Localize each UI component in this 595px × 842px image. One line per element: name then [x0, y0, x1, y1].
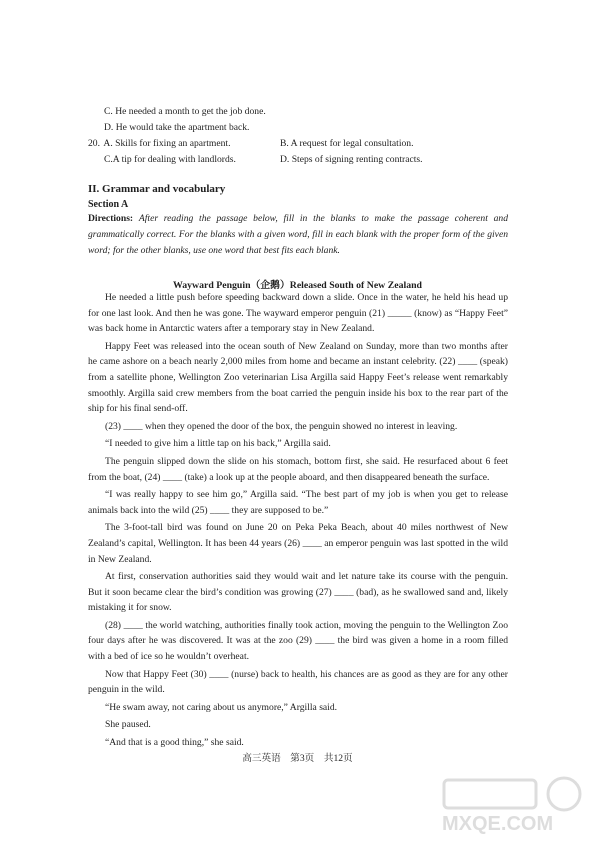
- option-19c: C. He needed a month to get the job done.: [104, 106, 266, 117]
- paragraph: “He swam away, not caring about us anymore,” Argilla said.: [105, 701, 338, 713]
- page-footer: 高三英语 第3页 共12页: [242, 753, 353, 764]
- svg-text:MXQE.COM: MXQE.COM: [442, 813, 554, 834]
- paragraph: (28) ____ the world watching, authorities finally took action, moving the penguin to the Wellington Zoo four days after he was discovered. It was at the zoo (29) ____ the bird was given a home in a room filled with a bed of ice so he wouldn’t overheat.: [88, 619, 508, 663]
- paragraph: Now that Happy Feet (30) ____ (nurse) back to health, his chances are as good as they are for any other penguin in the wild.: [88, 668, 508, 696]
- question-20-row1: [88, 138, 508, 150]
- paragraph: The penguin slipped down the slide on his stomach, bottom first, she said. He resurfaced about 6 feet from the boat, (24) ____ (take) a look up at the people aboard, and then disappeared beneath the surface.: [88, 455, 508, 483]
- paragraph: “And that is a good thing,” she said.: [105, 737, 244, 749]
- paragraph: She paused.: [105, 719, 151, 731]
- passage-body: [88, 290, 508, 753]
- paragraph: (23) ____ when they opened the door of the box, the penguin showed no interest in leaving.: [105, 420, 458, 432]
- directions-label: Directions:: [88, 213, 134, 224]
- passage-title: Wayward Penguin（企鹅）Released South of New Zealand: [172, 280, 423, 291]
- paragraph: He needed a little push before speeding backward down a slide. Once in the water, he held his head up for one last look. And then he was gone. The wayward emperor penguin (21) _____ (know) as “Happy Feet” was back home in Antarctic waters after a temporary stay in New Zealand.: [88, 292, 508, 335]
- watermark-logo: [438, 772, 588, 834]
- directions-text: After reading the passage below, fill in the blanks to make the passage coherent and grammatically correct. For the blanks with a given word, fill in each blank with the proper form of the given word; for the other blanks, use one word that best fits each blank.: [88, 213, 508, 256]
- directions: [88, 211, 508, 259]
- option-20c: C.A tip for dealing with landlords.: [104, 154, 236, 165]
- question-20-row2: [104, 154, 423, 166]
- paragraph: At first, conservation authorities said they would wait and let nature take its course with the penguin. But it soon became clear the bird’s condition was growing (27) ____ (bad), as he swallowed sand and, likely mistaking it for snow.: [88, 571, 508, 614]
- paragraph: “I was really happy to see him go,” Argilla said. “The best part of my job is when you get to release animals back into the wild (25) ____ they are supposed to be.”: [88, 489, 508, 516]
- option-19d: D. He would take the apartment back.: [104, 122, 250, 133]
- section-subheading: Section A: [88, 199, 129, 210]
- paragraph: The 3-foot-tall bird was found on June 20 on Peka Peka Beach, about 40 miles northwest of New Zealand’s capital, Wellington. It has been 44 years (26) ____ an emperor penguin was last spotted in the wild in New Zealand.: [88, 522, 508, 565]
- option-20b: B. A request for legal consultation.: [280, 138, 414, 149]
- option-20a: A. Skills for fixing an apartment.: [103, 138, 231, 149]
- option-20d: D. Steps of signing renting contracts.: [280, 154, 423, 165]
- question-20-number: 20.: [88, 138, 100, 149]
- paragraph: “I needed to give him a little tap on his back,” Argilla said.: [105, 438, 331, 450]
- paragraph: Happy Feet was released into the ocean south of New Zealand on Sunday, more than two months after he came ashore on a beach nearly 2,000 miles from home and became an instant celebrity. (22) ____ (speak) from a satellite phone, Wellington Zoo veterinarian Lisa Argilla said Happy Feet’s release went remarkably smoothly. Argilla said crew members from the boat carried the penguin inside his box to the rear part of the ship for his final send-off.: [88, 340, 508, 415]
- section-heading: II. Grammar and vocabulary: [88, 183, 226, 195]
